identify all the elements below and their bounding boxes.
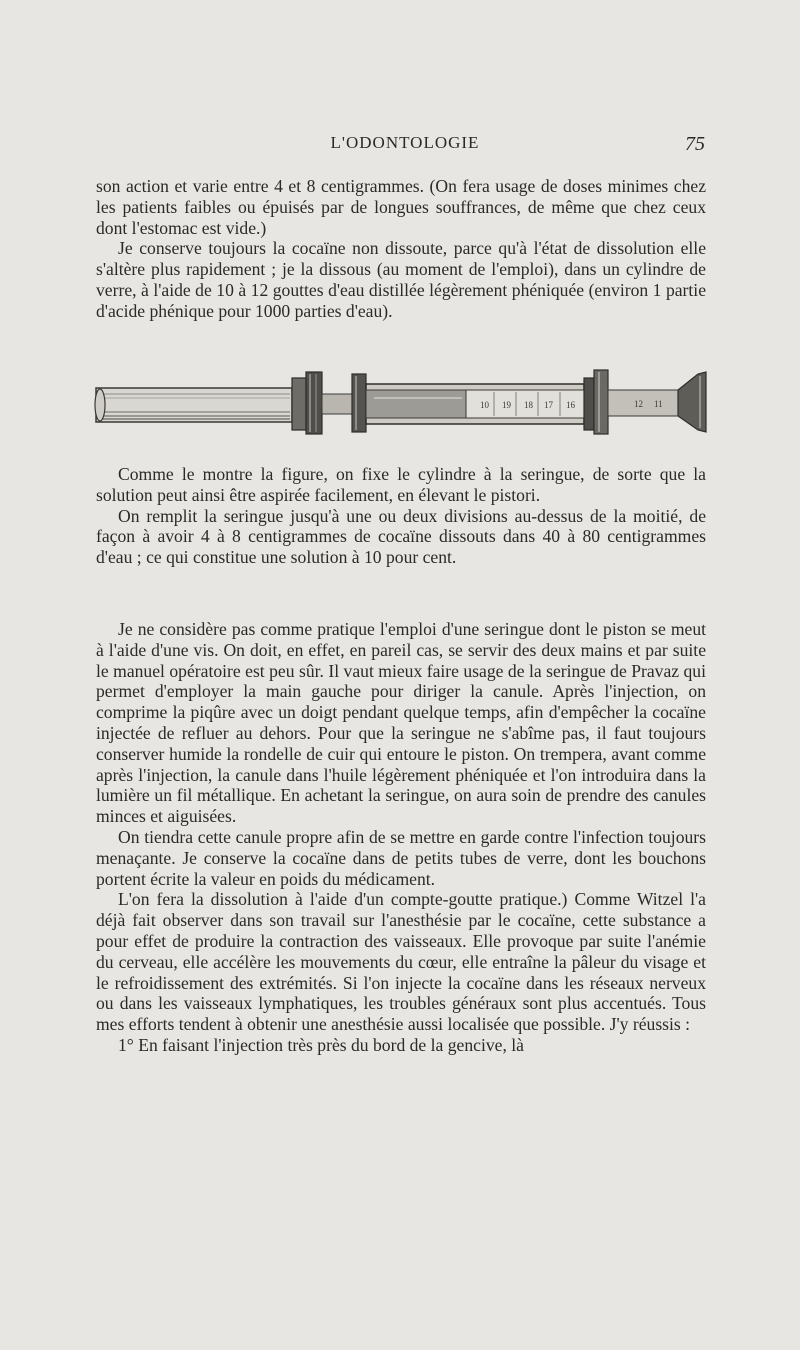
syringe-illustration <box>94 368 710 436</box>
text-block-middle <box>96 464 706 568</box>
running-title: L'ODONTOLOGIE <box>330 133 480 152</box>
paragraph: 1° En faisant l'injection très près du bord de la gencive, là <box>118 1034 524 1055</box>
paragraph: L'on fera la dissolution à l'aide d'un compte-goutte pratique.) Comme Witzel l'a déjà fait observer dans son travail sur l'anesthésie par le cocaïne, cette substance a pour effet de produire la contraction des vaisseaux. Elle provoque par suite l'anémie du cerveau, elle accélère les mouvements du cœur, elle entraîne la pâleur du visage et le refroidissement des extrémités. Si l'on injecte la cocaïne dans les réseaux nerveux ou dans les vaisseaux lymphatiques, les troubles généraux sont plus accentués. Tous mes efforts tendent à obtenir une anesthésie aussi localisée que possible. J'y réussis : <box>96 889 706 1035</box>
scale-mark: 11 <box>654 399 663 409</box>
paragraph: Je ne considère pas comme pratique l'emploi d'une seringue dont le piston se meut à l'aide d'une vis. On doit, en effet, en pareil cas, se servir des deux mains et par suite le manuel opératoire est peu sûr. Il vaut mieux faire usage de la seringue de Pravaz qui permet d'employer la main gauche pour diriger la canule. Après l'injection, on comprime la piqûre avec un doigt pendant quelque temps, afin d'empêcher la cocaïne injectée de refluer au dehors. Pour que la seringue ne s'abîme pas, il faut toujours conserver humide la rondelle de cuir qui entoure le piston. On trempera, avant comme après l'injection, la canule dans l'huile légèrement phéniquée et l'on introduira dans la lumière un fil métallique. En achetant la seringue, on aura soin de prendre des canules minces et aiguisées. <box>96 619 706 827</box>
paragraph: Je conserve toujours la cocaïne non dissoute, parce qu'à l'état de dissolution elle s'altère plus rapidement ; je la dissous (au moment de l'emploi), dans un cylindre de verre, à l'aide de 10 à 12 gouttes d'eau distillée légèrement phéniquée (environ 1 partie d'acide phénique pour 1000 parties d'eau). <box>96 238 706 321</box>
scale-mark: 12 <box>634 399 643 409</box>
text-block-bottom <box>96 619 706 1056</box>
paragraph: On remplit la seringue jusqu'à une ou deux divisions au-dessus de la moitié, de façon à avoir 4 à 8 centigrammes de cocaïne dissouts dans 40 à 80 centigrammes d'eau ; ce qui constitue une solution à 10 pour cent. <box>96 505 706 568</box>
paragraph: Comme le montre la figure, on fixe le cylindre à la seringue, de sorte que la solution peut ainsi être aspirée facilement, en élevant le pistori. <box>96 464 706 505</box>
scale-mark: 19 <box>502 400 511 410</box>
scale-mark: 17 <box>544 400 553 410</box>
paragraph: On tiendra cette canule propre afin de se mettre en garde contre l'infection toujours menaçante. Je conserve la cocaïne dans de petits tubes de verre, dont les bouchons portent écrite la valeur en poids du médicament. <box>96 826 706 889</box>
text-block-top <box>96 176 706 322</box>
scale-mark: 18 <box>524 400 533 410</box>
scale-mark: 16 <box>566 400 575 410</box>
page-header <box>105 133 705 159</box>
paragraph: son action et varie entre 4 et 8 centigrammes. (On fera usage de doses minimes chez les patients faibles ou épuisés par de longues souffrances, de même que chez ceux dont l'estomac est vide.) <box>96 176 706 238</box>
page-number: 75 <box>685 133 705 155</box>
scale-mark: 10 <box>480 400 489 410</box>
syringe-drawing <box>94 368 710 436</box>
